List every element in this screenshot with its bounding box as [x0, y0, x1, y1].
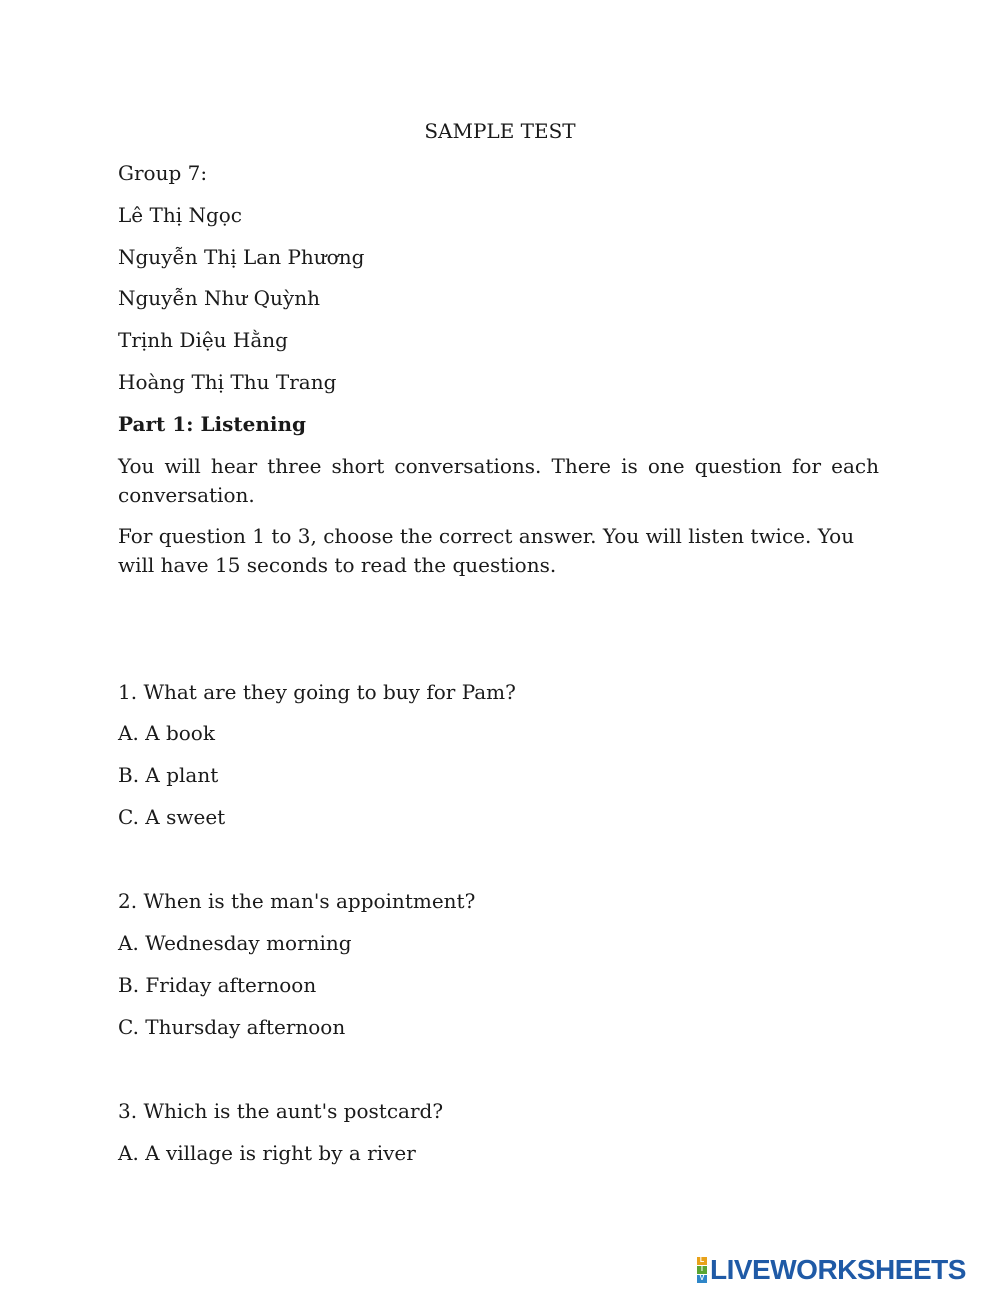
- logo-mark-icon: L I V: [697, 1257, 707, 1283]
- group-label: Group 7:: [118, 161, 208, 185]
- question-prompt: 2. When is the man's appointment?: [118, 889, 476, 913]
- brand-name: LIVEWORKSHEETS: [710, 1254, 966, 1285]
- page-title: SAMPLE TEST: [424, 119, 576, 143]
- answer-option: B. A plant: [118, 763, 219, 787]
- answer-option: C. Thursday afternoon: [118, 1015, 346, 1039]
- part-heading: Part 1: Listening: [118, 412, 307, 436]
- instructions-paragraph: You will hear three short conversations. There is one question for each conversation.: [118, 454, 879, 507]
- question-prompt: 1. What are they going to buy for Pam?: [118, 680, 516, 704]
- member-name: Lê Thị Ngọc: [118, 203, 242, 227]
- member-name: Nguyễn Như Quỳnh: [118, 286, 320, 310]
- member-name: Trịnh Diệu Hằng: [118, 328, 288, 352]
- instructions-paragraph: For question 1 to 3, choose the correct answer. You will listen twice. You will have 15 seconds to read the questions.: [118, 524, 855, 577]
- answer-option: C. A sweet: [118, 805, 226, 829]
- member-name: Nguyễn Thị Lan Phương: [118, 245, 365, 269]
- member-name: Hoàng Thị Thu Trang: [118, 370, 337, 394]
- answer-option: A. A book: [118, 721, 215, 745]
- answer-option: A. Wednesday morning: [118, 931, 352, 955]
- question-prompt: 3. Which is the aunt's postcard?: [118, 1099, 444, 1123]
- answer-option: A. A village is right by a river: [118, 1141, 416, 1165]
- liveworksheets-logo: [697, 1255, 966, 1285]
- answer-option: B. Friday afternoon: [118, 973, 317, 997]
